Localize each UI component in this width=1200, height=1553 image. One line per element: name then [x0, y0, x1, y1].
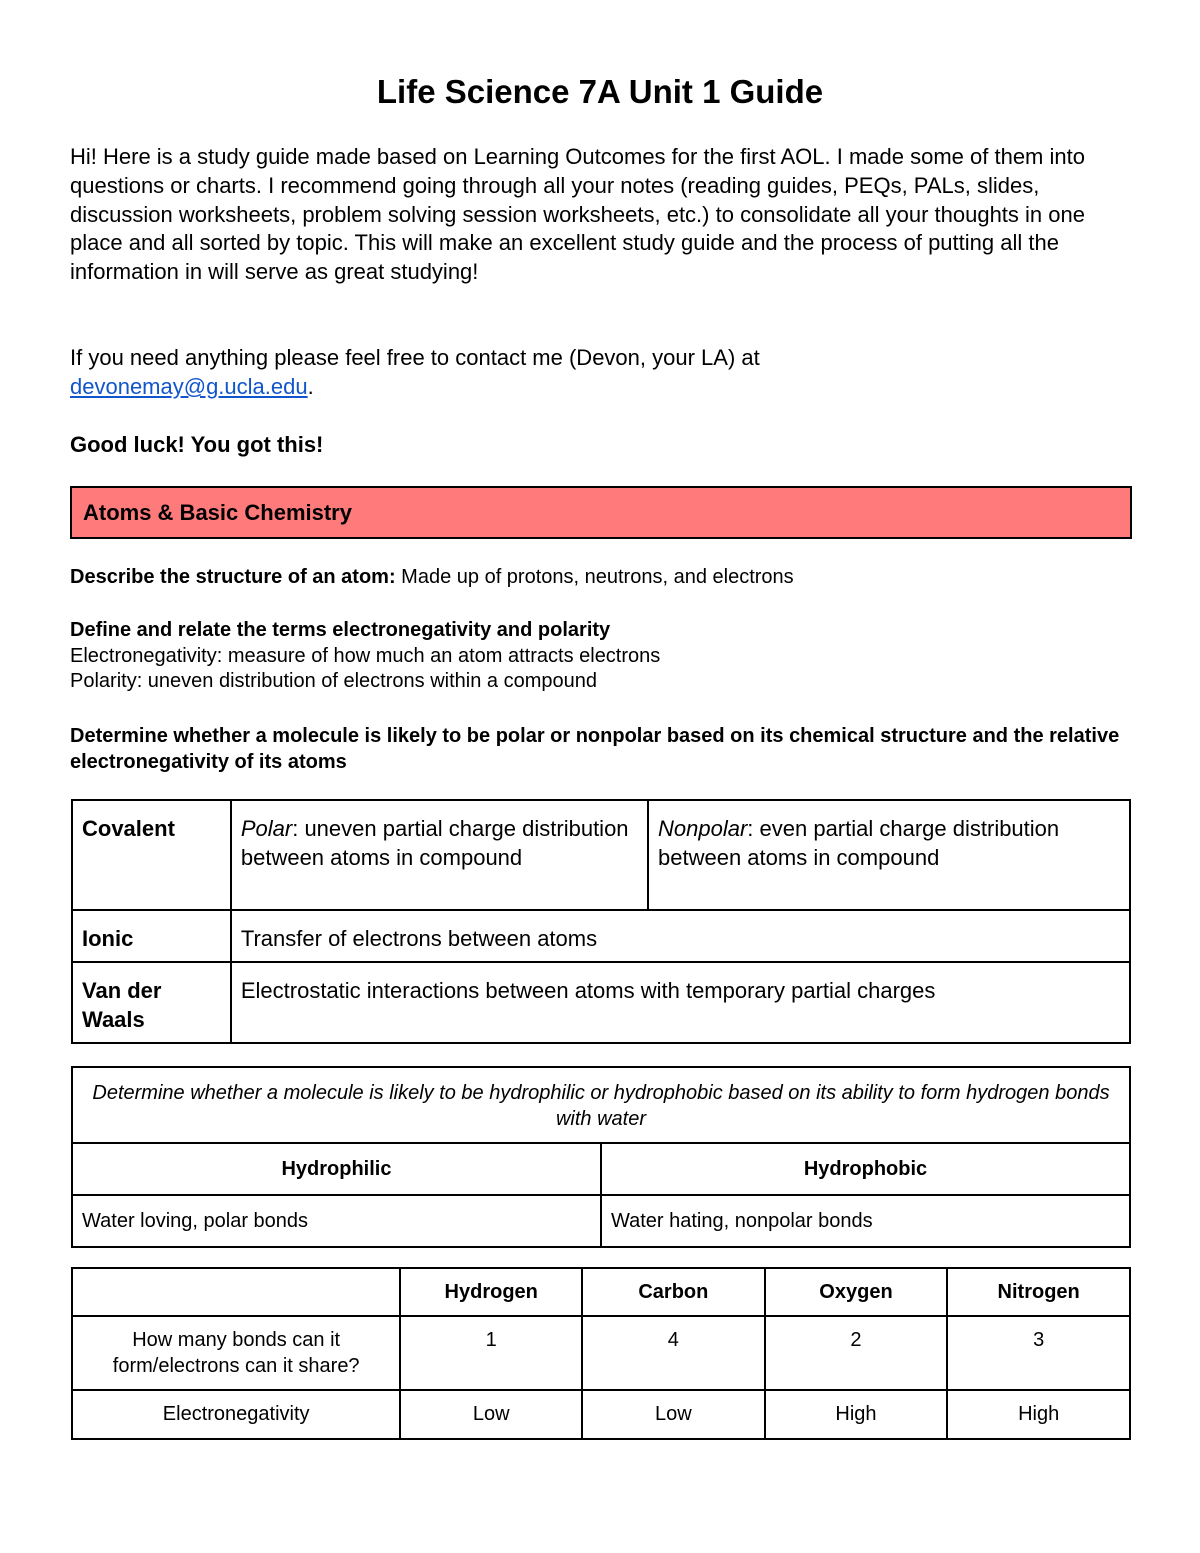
- intro-paragraph: Hi! Here is a study guide made based on Learning Outcomes for the first AOL. I made some of them into questions or charts. I recommend going through all your notes (reading guides, PEQs, PALs, slides, discussion worksheets, problem solving session worksheets, etc.) to consolidate all your thoughts in one place and all sorted by topic. This will make an excellent study guide and the process of putting all the information in will serve as great studying!: [70, 144, 1085, 285]
- polarity-heading: Determine whether a molecule is likely to be polar or nonpolar based on its chemical structure and the relative electronegativity of its atoms: [70, 725, 1120, 773]
- header-hydrogen: Hydrogen: [400, 1268, 582, 1316]
- section-header: [70, 486, 1132, 539]
- table-row: [72, 1067, 1130, 1143]
- oxygen-electronegativity: High: [765, 1390, 948, 1439]
- contact-text: If you need anything please feel free to contact me (Devon, your LA) at: [70, 345, 760, 370]
- table-row: [72, 962, 1130, 1043]
- atom-structure-label: Describe the structure of an atom:: [70, 566, 396, 588]
- polar-description: : uneven partial charge distribution between atoms in compound: [240, 816, 629, 870]
- table-row: [72, 1390, 1130, 1439]
- contact-suffix: .: [307, 374, 314, 399]
- bond-types-table: [71, 799, 1131, 1044]
- atom-structure-answer: Made up of protons, neutrons, and electrons: [395, 566, 794, 588]
- polar-term: Polar: [240, 816, 293, 841]
- header-oxygen: Oxygen: [765, 1268, 948, 1316]
- table-row: [72, 1316, 1130, 1390]
- hydrogen-electronegativity: Low: [400, 1390, 582, 1439]
- nitrogen-electronegativity: High: [947, 1390, 1130, 1439]
- electronegativity-definition: Electronegativity: measure of how much an atom attracts electrons: [70, 644, 661, 667]
- hydrophobic-description: Water hating, nonpolar bonds: [601, 1195, 1130, 1247]
- atom-structure-outcome: [70, 565, 1132, 591]
- contact-email-link[interactable]: devonemay@g.ucla.edu: [70, 374, 308, 399]
- hydrophilic-question: Determine whether a molecule is likely to be hydrophilic or hydrophobic based on its ability to form hydrogen bonds with water: [72, 1067, 1130, 1143]
- carbon-electronegativity: Low: [582, 1390, 765, 1439]
- van-der-waals-label: Van der Waals: [72, 962, 231, 1043]
- page-title: Life Science 7A Unit 1 Guide: [376, 73, 824, 110]
- table-row: [72, 1268, 1130, 1316]
- hydrophobic-header: Hydrophobic: [601, 1143, 1130, 1195]
- table-row: [72, 910, 1130, 962]
- contact-paragraph: [70, 343, 1132, 401]
- covalent-label: Covalent: [72, 800, 231, 910]
- hydrophilic-table: [71, 1066, 1131, 1248]
- table-row: [72, 1195, 1130, 1247]
- polarity-definition: Polarity: uneven distribution of electrons within a compound: [70, 670, 597, 692]
- hydrophilic-header: Hydrophilic: [72, 1143, 601, 1195]
- nonpolar-description: : even partial charge distribution between atoms in compound: [658, 816, 1060, 870]
- ionic-label: Ionic: [72, 910, 231, 962]
- electronegativity-row-label: Electronegativity: [72, 1390, 400, 1439]
- header-nitrogen: Nitrogen: [947, 1268, 1130, 1316]
- nonpolar-cell: [648, 800, 1130, 910]
- nonpolar-term: Nonpolar: [658, 816, 748, 841]
- carbon-bonds: 4: [582, 1316, 765, 1390]
- table-row: [72, 800, 1130, 910]
- electronegativity-heading: Define and relate the terms electronegativity and polarity: [70, 619, 611, 641]
- good-luck-text: Good luck! You got this!: [70, 432, 324, 457]
- ionic-description: Transfer of electrons between atoms: [231, 910, 1130, 962]
- electronegativity-outcome: [70, 618, 1132, 695]
- nitrogen-bonds: 3: [947, 1316, 1130, 1390]
- header-blank: [72, 1268, 400, 1316]
- hydrophilic-description: Water loving, polar bonds: [72, 1195, 601, 1247]
- element-bonding-table: [71, 1267, 1131, 1440]
- section-title: Atoms & Basic Chemistry: [83, 499, 352, 525]
- hydrogen-bonds: 1: [400, 1316, 582, 1390]
- table-row: [72, 1143, 1130, 1195]
- bonds-row-label: How many bonds can it form/electrons can it share?: [72, 1316, 400, 1390]
- header-carbon: Carbon: [582, 1268, 765, 1316]
- oxygen-bonds: 2: [765, 1316, 948, 1390]
- polar-cell: [231, 800, 648, 910]
- van-der-waals-description: Electrostatic interactions between atoms with temporary partial charges: [231, 962, 1130, 1043]
- polarity-outcome: [70, 724, 1132, 775]
